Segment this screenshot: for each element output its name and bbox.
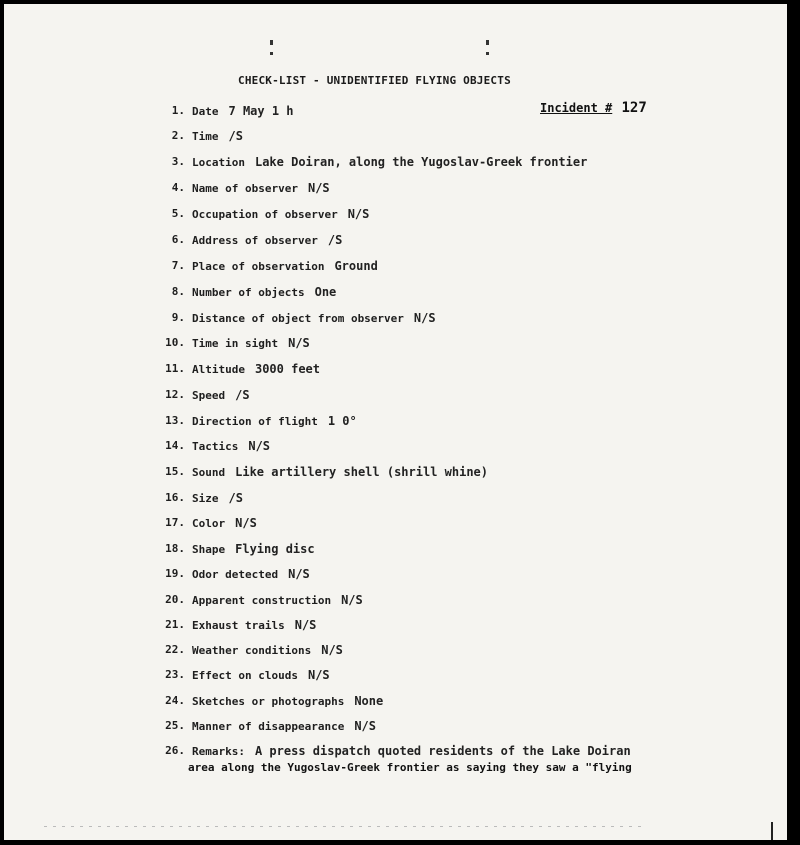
item-number: 8. — [171, 285, 185, 298]
checklist-row — [4, 618, 704, 636]
item-value: N/S — [413, 311, 436, 325]
item-field — [192, 181, 330, 195]
item-value: None — [354, 694, 384, 708]
item-value: Flying disc — [235, 542, 315, 556]
item-value: N/S — [347, 207, 370, 221]
item-label: Date — [192, 105, 219, 118]
incident-value: 127 — [621, 100, 647, 116]
item-number: 11. — [165, 362, 185, 375]
item-label: Odor detected — [192, 568, 279, 581]
checklist-row — [4, 694, 704, 712]
item-value: N/S — [288, 336, 310, 350]
remarks-continuation: area along the Yugoslav-Greek frontier as saying they saw a "flying — [188, 761, 632, 774]
item-label: Sound — [192, 466, 226, 479]
punch-mark-left-lower — [270, 52, 273, 55]
item-value: Lake Doiran, along the Yugoslav-Greek frontier — [254, 155, 588, 169]
item-number: 3. — [171, 155, 185, 168]
item-value: N/S — [248, 439, 271, 453]
item-field — [192, 439, 270, 453]
item-number: 24. — [165, 694, 185, 707]
item-field — [192, 567, 310, 581]
item-value: N/S — [235, 516, 257, 530]
checklist-row — [4, 362, 704, 380]
item-number: 21. — [165, 618, 185, 631]
item-value: N/S — [354, 719, 377, 733]
item-field — [192, 104, 294, 118]
item-field — [192, 207, 369, 221]
item-field — [192, 516, 257, 530]
item-number: 15. — [165, 465, 185, 478]
item-label: Time in sight — [192, 337, 279, 350]
item-number: 10. — [165, 336, 185, 349]
item-label: Time — [192, 130, 219, 143]
item-label: Speed — [192, 389, 226, 402]
item-number: 25. — [165, 719, 185, 732]
item-field — [192, 694, 383, 708]
checklist-row — [4, 439, 704, 457]
item-value: N/S — [307, 181, 330, 195]
checklist-row — [4, 233, 704, 251]
item-number: 17. — [165, 516, 185, 529]
item-value: /S — [235, 388, 250, 402]
checklist-row — [4, 388, 704, 406]
item-label: Exhaust trails — [192, 619, 285, 632]
item-value: Like artillery shell (shrill whine) — [235, 465, 488, 479]
item-label: Place of observation — [192, 260, 325, 273]
checklist-row — [4, 719, 704, 737]
checklist-row — [4, 259, 704, 277]
item-value: Ground — [334, 259, 378, 273]
scan-artifact — [44, 826, 644, 827]
item-number: 12. — [165, 388, 185, 401]
checklist-row — [4, 542, 704, 560]
item-field — [192, 719, 376, 733]
checklist-row — [4, 643, 704, 661]
checklist-row — [4, 465, 704, 483]
scan-border-bottom — [0, 840, 800, 845]
item-field — [192, 542, 315, 556]
item-number: 26. — [165, 744, 185, 757]
document-page — [4, 4, 787, 840]
checklist-row — [4, 181, 704, 199]
checklist-row — [4, 285, 704, 303]
item-value: N/S — [321, 643, 343, 657]
item-number: 19. — [165, 567, 185, 580]
item-label: Location — [192, 156, 245, 169]
item-number: 9. — [171, 311, 185, 324]
item-label: Apparent construction — [192, 594, 332, 607]
item-field — [192, 388, 250, 402]
item-value: /S — [327, 233, 343, 247]
checklist-row — [4, 104, 704, 122]
item-label: Color — [192, 517, 226, 530]
document-title: CHECK-LIST - UNIDENTIFIED FLYING OBJECTS — [238, 74, 511, 87]
punch-mark-right — [486, 40, 489, 45]
item-label: Distance of object from observer — [192, 312, 404, 325]
item-field — [192, 129, 243, 143]
item-number: 20. — [165, 593, 185, 606]
item-field — [192, 414, 357, 428]
item-field — [192, 668, 330, 682]
edge-mark — [771, 822, 773, 840]
item-number: 1. — [171, 104, 185, 117]
checklist-row — [4, 336, 704, 354]
item-value: /S — [228, 491, 243, 505]
item-field — [192, 311, 436, 325]
item-label: Weather conditions — [192, 644, 312, 657]
item-field — [192, 744, 631, 758]
item-label: Effect on clouds — [192, 669, 298, 682]
checklist-row — [4, 129, 704, 147]
item-label: Name of observer — [192, 182, 298, 195]
item-number: 13. — [165, 414, 185, 427]
item-label: Altitude — [192, 363, 245, 376]
item-field — [192, 643, 343, 657]
item-field — [192, 155, 587, 169]
checklist-row — [4, 207, 704, 225]
item-label: Direction of flight — [192, 415, 318, 428]
checklist-row — [4, 668, 704, 686]
item-field — [192, 491, 243, 505]
item-field — [192, 233, 342, 247]
item-number: 18. — [165, 542, 185, 555]
item-value: 1 0° — [327, 414, 357, 428]
checklist-row — [4, 491, 704, 509]
item-field — [192, 336, 310, 350]
item-value: /S — [228, 129, 243, 143]
item-label: Number of objects — [192, 286, 305, 299]
item-label: Shape — [192, 543, 226, 556]
scan-border-right — [787, 0, 800, 845]
checklist-row — [4, 155, 704, 173]
item-field — [192, 593, 363, 607]
item-number: 2. — [171, 129, 185, 142]
item-label: Sketches or photographs — [192, 695, 345, 708]
item-value: N/S — [288, 567, 310, 581]
item-value: N/S — [294, 618, 317, 632]
item-number: 4. — [171, 181, 185, 194]
checklist-row — [4, 516, 704, 534]
incident-label: Incident # — [540, 101, 613, 115]
item-field — [192, 362, 320, 376]
item-number: 22. — [165, 643, 185, 656]
item-value: 3000 feet — [254, 362, 321, 376]
item-label: Address of observer — [192, 234, 318, 247]
item-value: One — [314, 285, 337, 299]
item-number: 5. — [171, 207, 185, 220]
item-value: 7 May 1 h — [228, 104, 294, 118]
item-number: 23. — [165, 668, 185, 681]
punch-mark-right-lower — [486, 52, 489, 55]
item-number: 6. — [171, 233, 185, 246]
item-label: Occupation of observer — [192, 208, 338, 221]
item-label: Size — [192, 492, 219, 505]
item-label: Manner of disappearance — [192, 720, 345, 733]
item-field — [192, 618, 316, 632]
item-value: N/S — [307, 668, 330, 682]
item-field — [192, 285, 336, 299]
checklist-row — [4, 567, 704, 585]
checklist-row — [4, 593, 704, 611]
item-value: N/S — [341, 593, 363, 607]
item-label: Tactics — [192, 440, 239, 453]
item-number: 7. — [171, 259, 185, 272]
checklist-row — [4, 414, 704, 432]
item-label: Remarks: — [192, 745, 245, 758]
item-field — [192, 259, 378, 273]
item-value: A press dispatch quoted residents of the Lake Doiran — [254, 744, 631, 758]
item-field — [192, 465, 488, 479]
checklist-row — [4, 311, 704, 329]
punch-mark-left — [270, 40, 273, 45]
item-number: 14. — [165, 439, 185, 452]
item-number: 16. — [165, 491, 185, 504]
